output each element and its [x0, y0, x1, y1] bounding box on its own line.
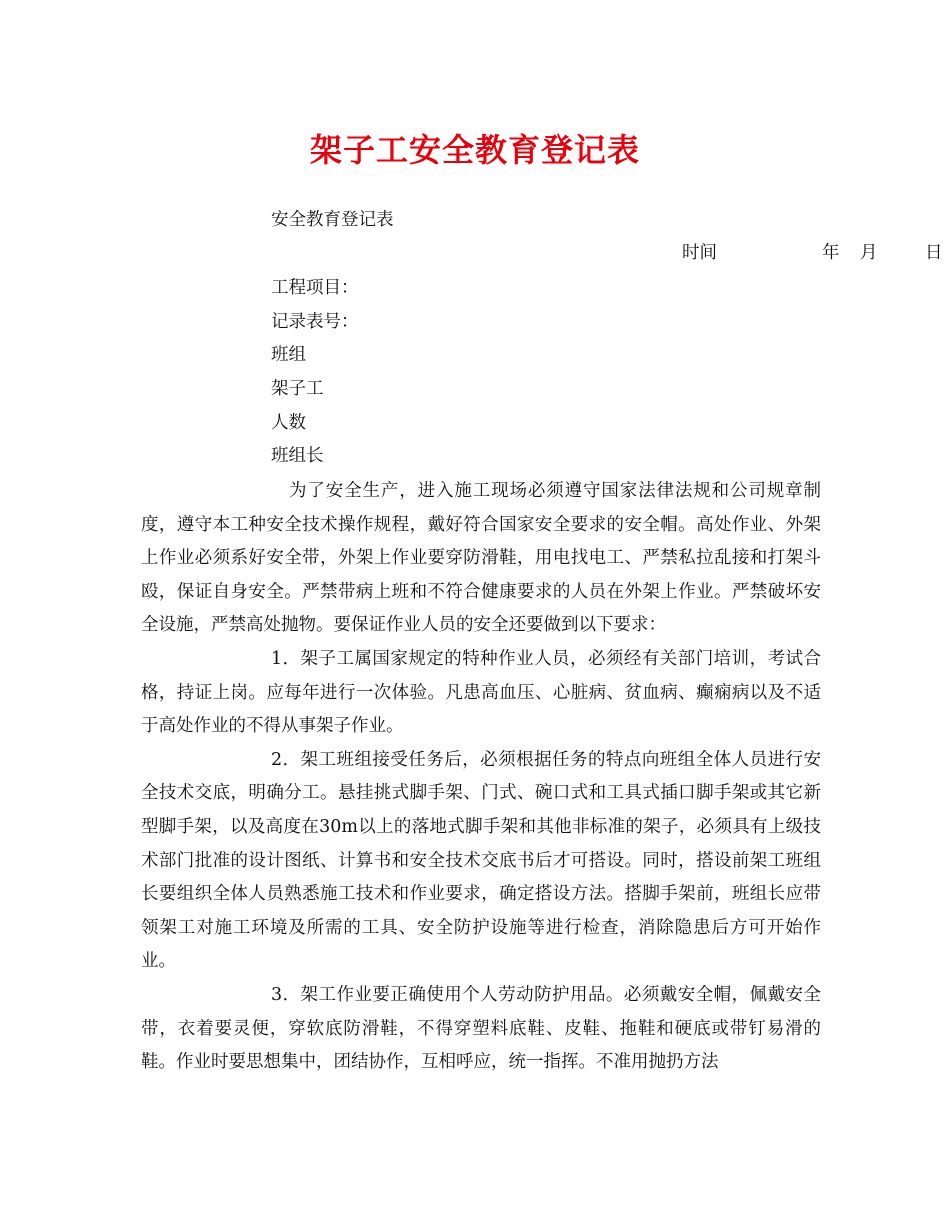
day-label: 日	[925, 243, 943, 263]
project-label: 工程项目：	[271, 278, 359, 298]
intro-paragraph: 为了安全生产，进入施工现场必须遵守国家法律法规和公司规章制度，遵守本工种安全技术操作规程，戴好符合国家安全要求的安全帽。高处作业、外架上作业必须系好安全带，外架上作业要穿防滑鞋，用电找电工、严禁私拉乱接和打架斗殴，保证自身安全。严禁带病上班和不符合健康要求的人员在外架上作业。严禁破坏安全设施，严禁高处抛物。要保证作业人员的安全还要做到以下要求：	[141, 481, 821, 636]
team-label: 班组	[271, 345, 306, 365]
rule-item-1: 1．架子工属国家规定的特种作业人员，必须经有关部门培训，考试合格，持证上岗。应每年进行一次体验。凡患高血压、心脏病、贫血病、癫痫病以及不适于高处作业的不得从事架子作业。	[141, 648, 821, 737]
team-value: 架子工	[271, 379, 324, 399]
headcount-label: 人数	[271, 413, 306, 433]
year-label: 年	[822, 243, 840, 263]
document-title: 架子工安全教育登记表	[309, 131, 640, 169]
rule-item-3: 3．架工作业要正确使用个人劳动防护用品。必须戴安全帽，佩戴安全带，衣着要灵便，穿软底防滑鞋，不得穿塑料底鞋、皮鞋、拖鞋和硬底或带钉易滑的鞋。作业时要思想集中，团结协作，互相呼应，统一指挥。不准用抛扔方法	[141, 984, 821, 1073]
record-number-label: 记录表号：	[271, 312, 359, 332]
month-label: 月	[860, 243, 878, 263]
rule-item-2: 2．架工班组接受任务后，必须根据任务的特点向班组全体人员进行安全技术交底，明确分工。悬挂挑式脚手架、门式、碗口式和工具式插口脚手架或其它新型脚手架，以及高度在30m以上的落地式脚手架和其他非标准的架子，必须具有上级技术部门批准的设计图纸、计算书和安全技术交底书后才可搭设。同时，搭设前架工班组长要组织全体人员熟悉施工技术和作业要求，确定搭设方法。搭脚手架前，班组长应带领架工对施工环境及所需的工具、安全防护设施等进行检查，消除隐患后方可开始作业。	[141, 749, 821, 972]
form-name: 安全教育登记表	[271, 210, 394, 230]
date-label: 时间	[682, 243, 717, 263]
document-body	[141, 475, 821, 1080]
team-leader-label: 班组长	[271, 446, 324, 466]
